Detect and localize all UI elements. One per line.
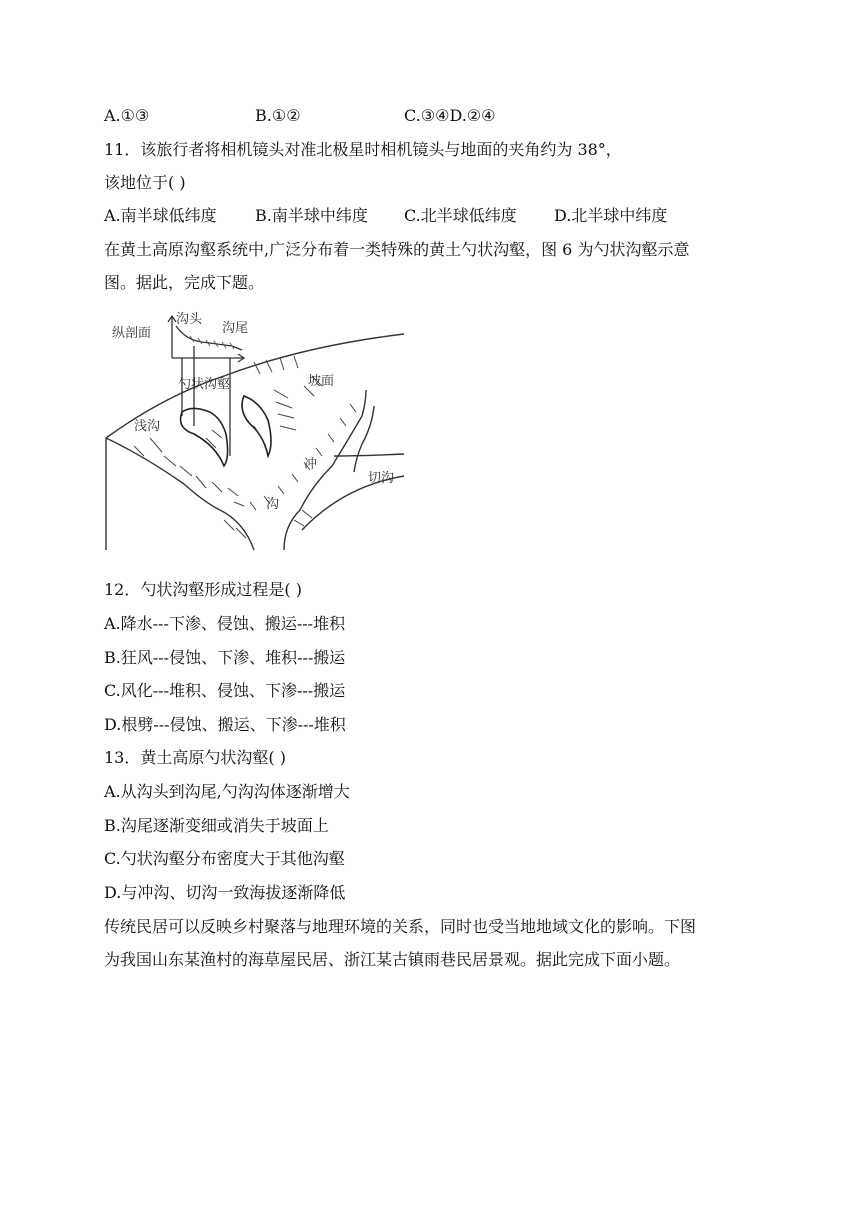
q11-option-c: C.北半球低纬度 — [404, 206, 517, 225]
label-gully-tail: 沟尾 — [222, 321, 249, 336]
q12-option-d: D.根劈---侵蚀、搬运、下渗---堆积 — [104, 715, 346, 734]
intro-12-13-line1: 在黄土高原沟壑系统中,广泛分布着一类特殊的黄土勺状沟壑，图 6 为勺状沟壑示意 — [104, 240, 690, 259]
q13-option-b: B.沟尾逐渐变细或消失于坡面上 — [104, 816, 329, 835]
q11-option-d: D.北半球中纬度 — [554, 206, 668, 225]
q11-option-a: A.南半球低纬度 — [104, 206, 217, 225]
q12-option-a: A.降水---下渗、侵蚀、搬运---堆积 — [104, 614, 346, 633]
label-gully-char1: 冲 — [304, 457, 318, 472]
label-gully-head: 沟头 — [176, 312, 203, 327]
q11-option-b: B.南半球中纬度 — [255, 206, 368, 225]
q10-option-cd: C.③④D.②④ — [404, 106, 496, 125]
label-slope-surface: 坡面 — [308, 374, 335, 389]
label-longitudinal-profile: 纵剖面 — [112, 326, 152, 341]
q11-stem-line1: 11．该旅行者将相机镜头对准北极星时相机镜头与地面的夹角约为 38°， — [104, 140, 622, 159]
intro-next-line1: 传统民居可以反映乡村聚落与地理环境的关系，同时也受当地地域文化的影响。下图 — [104, 917, 697, 936]
label-gully-char2: 沟 — [266, 497, 280, 512]
q13-stem: 13．黄土高原勺状沟壑( ) — [104, 748, 286, 767]
spoon-gully-svg — [104, 306, 424, 552]
spoon-gully-diagram — [104, 306, 424, 552]
intro-12-13-line2: 图。据此，完成下题。 — [104, 273, 265, 292]
q10-option-a: A.①③ — [104, 106, 150, 125]
q12-option-b: B.狂风---侵蚀、下渗、堆积---搬运 — [104, 648, 346, 667]
q13-option-c: C.勺状沟壑分布密度大于其他沟壑 — [104, 849, 345, 868]
intro-next-line2: 为我国山东某渔村的海草屋民居、浙江某古镇雨巷民居景观。据此完成下面小题。 — [104, 950, 681, 969]
label-shallow-gully: 浅沟 — [134, 419, 161, 434]
q12-option-c: C.风化---堆积、侵蚀、下渗---搬运 — [104, 681, 346, 700]
label-spoon-gully: 勺状沟壑 — [178, 377, 231, 392]
q10-option-b: B.①② — [255, 106, 301, 125]
q12-stem: 12．勺状沟壑形成过程是( ) — [104, 580, 302, 599]
q13-option-a: A.从沟头到沟尾,勺沟沟体逐渐增大 — [104, 782, 350, 801]
q13-option-d: D.与冲沟、切沟一致海拔逐渐降低 — [104, 883, 346, 902]
q11-stem-line2: 该地位于( ) — [104, 173, 186, 192]
label-cut-gully: 切沟 — [368, 471, 395, 486]
